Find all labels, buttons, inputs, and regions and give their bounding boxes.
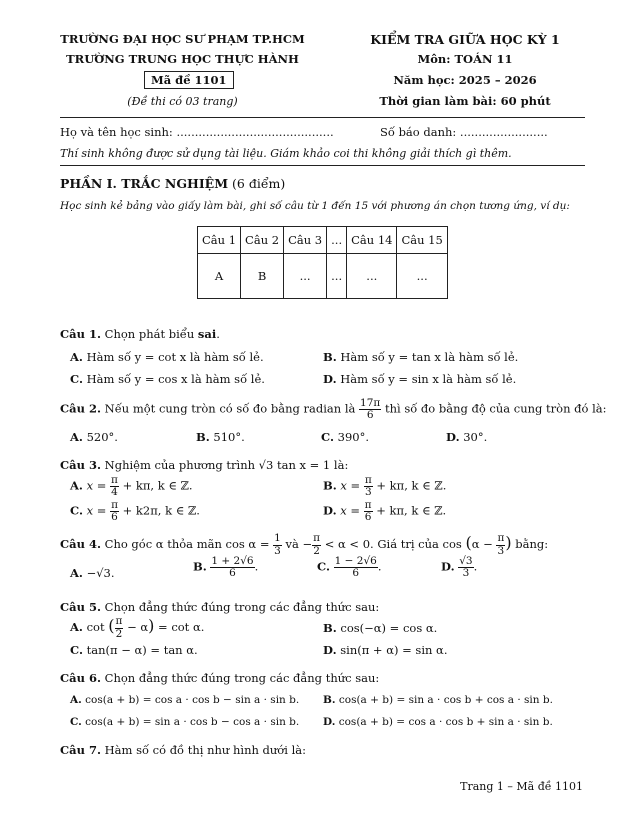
table-value-cell: A [198, 254, 241, 299]
question-4: Câu 4. Cho góc α thỏa mãn cos α = $\frac{1}{3}$ và − $\frac{\pi}{2}$ < α < 0. Giá trị của cos (α − $\frac{\pi}{3}$ ) bằng: [60, 532, 549, 557]
pages-note: (Đề thi có 03 trang) [127, 95, 238, 108]
option-text: 30°. [463, 430, 488, 444]
q1-option-a [70, 350, 264, 364]
q5-option-a: A. cot ( $\frac{\pi}{2}$ − α) = cot α. [70, 615, 205, 640]
option-label: A. [70, 430, 83, 444]
question-text: Chọn đẳng thức đúng trong các đẳng thức sau: [104, 671, 380, 685]
table-header-cell: Câu 15 [397, 227, 447, 254]
option-label: D. [446, 430, 460, 444]
option-text: 390°. [337, 430, 369, 444]
question-5 [60, 600, 379, 614]
option-text: Hàm số y = cos x là hàm số lẻ. [86, 372, 265, 386]
option-label: C. [70, 503, 83, 518]
fraction: $\frac{1 + 2√6}{6}$ [211, 555, 254, 580]
q1-option-c [70, 372, 265, 386]
q5-option-c [70, 643, 198, 657]
divider-bottom [60, 165, 585, 166]
question-2 [60, 398, 607, 421]
exam-code-box: Mã đề 1101 [144, 71, 234, 89]
option-text: Hàm số y = tan x là hàm số lẻ. [340, 350, 519, 364]
q5-option-b [323, 621, 437, 635]
question-7 [60, 743, 306, 757]
student-name-field: Họ và tên học sinh: ........................................... [60, 125, 334, 139]
q3-option-b: B. x = $\frac{\pi}{3}$ + kπ, k ∈ ℤ. [323, 474, 447, 499]
question-text: Hàm số có đồ thị như hình dưới là: [104, 743, 306, 757]
question-label: Câu 2. [60, 401, 101, 416]
table-value-cell: ... [327, 254, 347, 299]
option-text: Hàm số y = sin x là hàm số lẻ. [340, 372, 517, 386]
question-label: Câu 4. [60, 537, 101, 551]
table-header-cell: Câu 3 [284, 227, 327, 254]
option-label: C. [70, 643, 83, 657]
option-label: C. [70, 372, 83, 386]
option-label: C. [70, 716, 82, 728]
option-text: cos(a + b) = cos a · cos b − sin a · sin b. [85, 694, 300, 706]
q6-option-c [70, 716, 299, 728]
option-label: B. [323, 694, 336, 706]
option-label: D. [323, 503, 337, 518]
question-text: Nếu một cung tròn có số đo bằng radian là [104, 401, 356, 416]
fraction: $\frac{\pi}{2}$ [313, 532, 321, 557]
q2-option-d [446, 430, 487, 444]
q2-option-c [321, 430, 369, 444]
option-label: B. [323, 621, 337, 635]
fraction: $\frac{√3}{3}$ [459, 555, 473, 580]
part1-title: PHẦN I. TRẮC NGHIỆM [60, 176, 229, 191]
q4-option-d: D. $\frac{√3}{3}$ . [441, 555, 478, 580]
question-label: Câu 7. [60, 743, 101, 757]
divider-top [60, 117, 585, 118]
student-id-field: Số báo danh: ........................ [380, 125, 548, 139]
option-text: −√3. [86, 566, 115, 580]
question-text: Chọn phát biểu [104, 327, 195, 341]
option-label: D. [323, 716, 336, 728]
question-label: Câu 5. [60, 600, 101, 614]
q6-option-a [70, 694, 299, 706]
option-label: B. [196, 430, 210, 444]
question-3 [60, 458, 348, 472]
option-label: A. [70, 620, 83, 634]
q2-option-a [70, 430, 118, 444]
q4-option-b: B. $\frac{1 + 2√6}{6}$ . [193, 555, 259, 580]
school-name-1: TRƯỜNG ĐẠI HỌC SƯ PHẠM TP.HCM [60, 32, 305, 46]
fraction: $\frac{1 - 2√6}{6}$ [334, 555, 377, 580]
q6-option-b [323, 694, 553, 706]
fraction: $\frac{\pi}{6}$ [111, 499, 118, 524]
option-text: tan(π − α) = tan α. [86, 643, 198, 657]
option-label: A. [70, 478, 83, 493]
option-text: 520°. [86, 430, 118, 444]
fraction: $\frac{\pi}{3}$ [364, 474, 372, 499]
q3-option-d: D. x = $\frac{\pi}{6}$ + kπ, k ∈ ℤ. [323, 499, 447, 524]
fraction: $\frac{\pi}{4}$ [111, 474, 118, 499]
q3-option-c: C. x = $\frac{\pi}{6}$ + k2π, k ∈ ℤ. [70, 499, 200, 524]
option-label: A. [70, 350, 83, 364]
q1-option-d [323, 372, 516, 386]
option-label: C. [321, 430, 334, 444]
fraction: $\frac{\pi}{3}$ [497, 532, 505, 557]
answer-table-example [197, 226, 448, 299]
option-text: cos(a + b) = sin a · cos b − cos a · sin b. [85, 716, 300, 728]
table-value-cell: B [241, 254, 284, 299]
fraction: $\frac{1}{3}$ [274, 532, 281, 557]
table-value-cell: ... [397, 254, 447, 299]
option-label: D. [323, 643, 337, 657]
duration: Thời gian làm bài: 60 phút [379, 94, 551, 108]
question-text-emphasis: sai [197, 327, 217, 341]
option-label: D. [441, 559, 455, 574]
school-name-2: TRƯỜNG TRUNG HỌC THỰC HÀNH [66, 52, 299, 66]
q4-option-c: C. $\frac{1 - 2√6}{6}$ . [317, 555, 382, 580]
q4-option-a [70, 566, 115, 580]
exam-note: Thí sinh không được sử dụng tài liệu. Giám khảo coi thi không giải thích gì thêm. [60, 147, 512, 160]
subject: Môn: TOÁN 11 [417, 52, 513, 66]
option-text: sin(π + α) = sin α. [340, 643, 448, 657]
q3-option-a: A. x = $\frac{\pi}{4}$ + kπ, k ∈ ℤ. [70, 474, 193, 499]
option-label: B. [323, 350, 337, 364]
page-footer: Trang 1 – Mã đề 1101 [460, 780, 583, 793]
question-text: Chọn đẳng thức đúng trong các đẳng thức sau: [104, 600, 380, 614]
table-header-cell: ... [327, 227, 347, 254]
question-label: Câu 3. [60, 458, 101, 472]
fraction: $\frac{\pi}{6}$ [364, 499, 372, 524]
option-label: A. [70, 694, 82, 706]
table-value-cell: ... [284, 254, 327, 299]
question-6 [60, 671, 379, 685]
table-header-cell: Câu 2 [241, 227, 284, 254]
q1-option-b [323, 350, 518, 364]
question-text: thì số đo bằng độ của cung tròn đó là: [384, 401, 607, 416]
option-label: B. [193, 559, 207, 574]
table-header-cell: Câu 14 [347, 227, 397, 254]
option-text: 510°. [213, 430, 245, 444]
exam-title: KIỂM TRA GIỮA HỌC KỲ 1 [370, 32, 560, 47]
option-label: D. [323, 372, 337, 386]
part1-points: (6 điểm) [232, 176, 286, 191]
school-year: Năm học: 2025 – 2026 [393, 73, 537, 87]
question-1: Câu 1. Chọn phát biểu sai. [60, 327, 220, 341]
question-label: Câu 1. [60, 327, 101, 341]
option-label: B. [323, 478, 337, 493]
q5-option-d [323, 643, 447, 657]
option-text: cos(−α) = cos α. [340, 621, 438, 635]
option-text: cos(a + b) = sin a · cos b + cos a · sin b. [338, 694, 553, 706]
question-label: Câu 6. [60, 671, 101, 685]
fraction: $\frac{\pi}{2}$ [115, 615, 123, 640]
table-value-cell: ... [347, 254, 397, 299]
option-text: Hàm số y = cot x là hàm số lẻ. [86, 350, 264, 364]
option-text: cos(a + b) = cos a · cos b + sin a · sin b. [338, 716, 553, 728]
fraction: $\frac{17\pi}{6}$ [360, 397, 381, 422]
option-label: A. [70, 566, 83, 580]
table-header-cell: Câu 1 [198, 227, 241, 254]
part1-instruction: Học sinh kẻ bảng vào giấy làm bài, ghi số câu từ 1 đến 15 với phương án chọn tương ứng, ví dụ: [60, 200, 570, 212]
part1-heading [60, 176, 285, 191]
option-label: C. [317, 559, 330, 574]
q2-option-b [196, 430, 245, 444]
question-text: Nghiệm của phương trình √3 tan x = 1 là: [104, 458, 349, 472]
q6-option-d [323, 716, 553, 728]
